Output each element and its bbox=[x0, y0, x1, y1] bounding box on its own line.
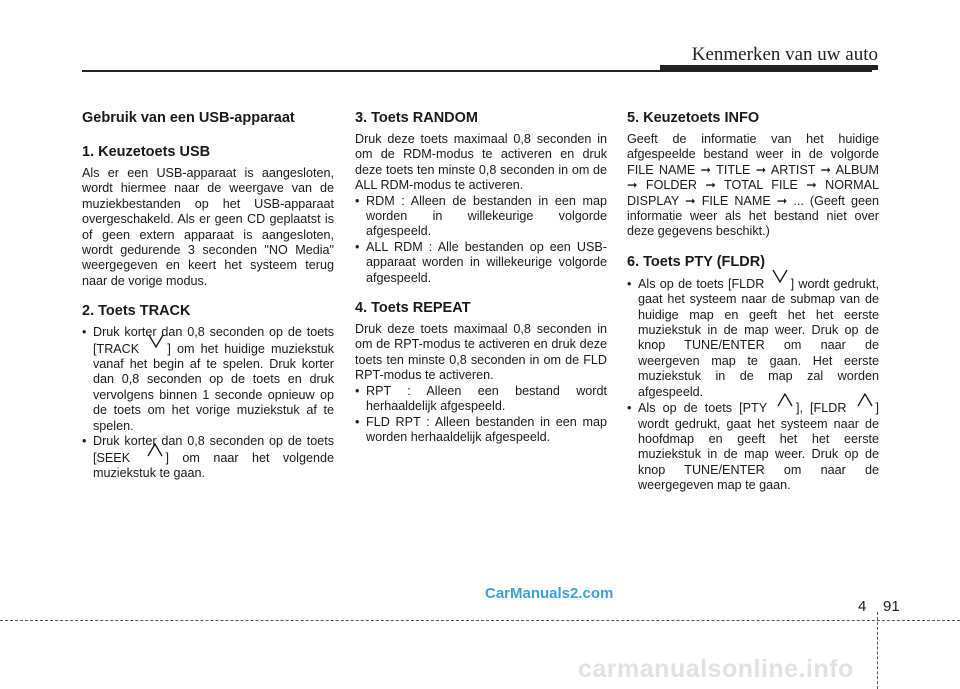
column-3 bbox=[627, 110, 879, 494]
section-usb-text: Als er een USB-apparaat is aangesloten, wordt hiermee naar de weergave van de muziekbestanden op het USB-apparaat overgeschakeld. Als er geen CD geplaatst is of geen extern apparaat is aangesloten, wordt gedurende 3 seconden "NO Media" weergegeven en keert het systeem terug naar de vorige modus. bbox=[82, 166, 334, 288]
bullet-text: ] wordt gedrukt, gaat het systeem naar de submap van de huidige map en geeft het het eerste muziekstuk in de map weer. Druk op de knop TUNE/ENTER om naar de weergeven map te gaan. Het eerste muziekstuk in de map zal worden afgespeeld. bbox=[638, 276, 879, 399]
bullet-all-rdm: • ALL RDM : Alle bestanden op een USB-apparaat worden in willekeurige volgorde afgespeeld. bbox=[355, 240, 607, 286]
column-2 bbox=[355, 110, 607, 445]
bullet-text: Als op de toets [PTY bbox=[638, 401, 774, 416]
chevron-down-icon bbox=[145, 341, 167, 353]
section-random-text: Druk deze toets maximaal 0,8 seconden in om de RDM-modus te activeren en druk deze toets ten minste 0,8 seconden in om de ALL RDM-modus te activeren. bbox=[355, 132, 607, 193]
bullet-track-down bbox=[82, 325, 334, 434]
bullet-text: ] om het huidige muziekstuk vanaf het begin af te spelen. Druk korter dan 0,8 seconden op de toets en druk vervolgens binnen 1 seconde opnieuw op de toets om het vorige muziekstuk af te spelen. bbox=[93, 341, 334, 433]
bullet-text: ] wordt gedrukt, gaat het systeem naar de hoofdmap en geeft het het eerste muziekstuk in de map weer. Druk op de knop TUNE/ENTER om naar de weergegeven map te gaan. bbox=[638, 401, 879, 493]
header-rule bbox=[82, 70, 872, 72]
bullet-text: ], [FLDR bbox=[795, 401, 854, 416]
bullet-text: Als op de toets [FLDR bbox=[638, 276, 769, 291]
chevron-up-icon bbox=[854, 400, 876, 412]
column-1 bbox=[82, 110, 334, 481]
bullet-text: ] om naar het volgende muziekstuk te gaan. bbox=[93, 450, 334, 480]
bullet-fld-rpt: • FLD RPT : Alleen bestanden in een map worden herhaaldelijk afgespeeld. bbox=[355, 415, 607, 446]
section-repeat-text: Druk deze toets maximaal 0,8 seconden in om de RPT-modus te activeren en druk deze toets ten minste 0,8 seconden in om de FLD RPT-modus te activeren. bbox=[355, 322, 607, 383]
main-title: Gebruik van een USB-apparaat bbox=[82, 110, 295, 126]
chevron-up-icon bbox=[144, 450, 166, 462]
watermark-carmanuals2: CarManuals2.com bbox=[485, 585, 614, 602]
chevron-up-icon bbox=[774, 400, 796, 412]
section-info-text: Geeft de informatie van het huidige afgespeelde bestand weer in de volgorde FILE NAME ➞ TITLE ➞ ARTIST ➞ ALBUM ➞ FOLDER ➞ TOTAL FILE ➞ NORMAL DISPLAY ➞ FILE NAME ➞ ... (Geeft geen informatie weer als het bestand niet over deze gegevens beschikt.) bbox=[627, 132, 879, 239]
page-section-number: 4 bbox=[858, 598, 867, 615]
bullet-seek-up bbox=[82, 434, 334, 481]
section-random-title: 3. Toets RANDOM bbox=[355, 110, 478, 126]
bullet-fldr-down bbox=[627, 276, 879, 400]
section-info-title: 5. Keuzetoets INFO bbox=[627, 110, 760, 126]
footer-divider bbox=[0, 620, 960, 621]
page-header-title: Kenmerken van uw auto bbox=[691, 44, 878, 65]
section-track-title: 2. Toets TRACK bbox=[82, 303, 191, 320]
bullet-text: Druk korter dan 0,8 seconden op de toets [SEEK bbox=[93, 434, 334, 465]
page-number: 91 bbox=[883, 598, 900, 615]
footer-vertical-divider bbox=[877, 612, 878, 689]
bullet-text: Druk korter dan 0,8 seconden op de toets [TRACK bbox=[93, 325, 334, 356]
bullet-rdm: • RDM : Alleen de bestanden in een map worden in willekeurige volgorde afgespeeld. bbox=[355, 194, 607, 240]
watermark-carmanualsonline: carmanualsonline.info bbox=[578, 655, 854, 683]
section-pty-title: 6. Toets PTY (FLDR) bbox=[627, 253, 766, 270]
bullet-rpt: • RPT : Alleen een bestand wordt herhaaldelijk afgespeeld. bbox=[355, 384, 607, 415]
section-usb-title: 1. Keuzetoets USB bbox=[82, 144, 211, 160]
section-repeat-title: 4. Toets REPEAT bbox=[355, 300, 471, 317]
chevron-down-icon bbox=[769, 276, 791, 288]
bullet-pty-fldr-up bbox=[627, 400, 879, 493]
